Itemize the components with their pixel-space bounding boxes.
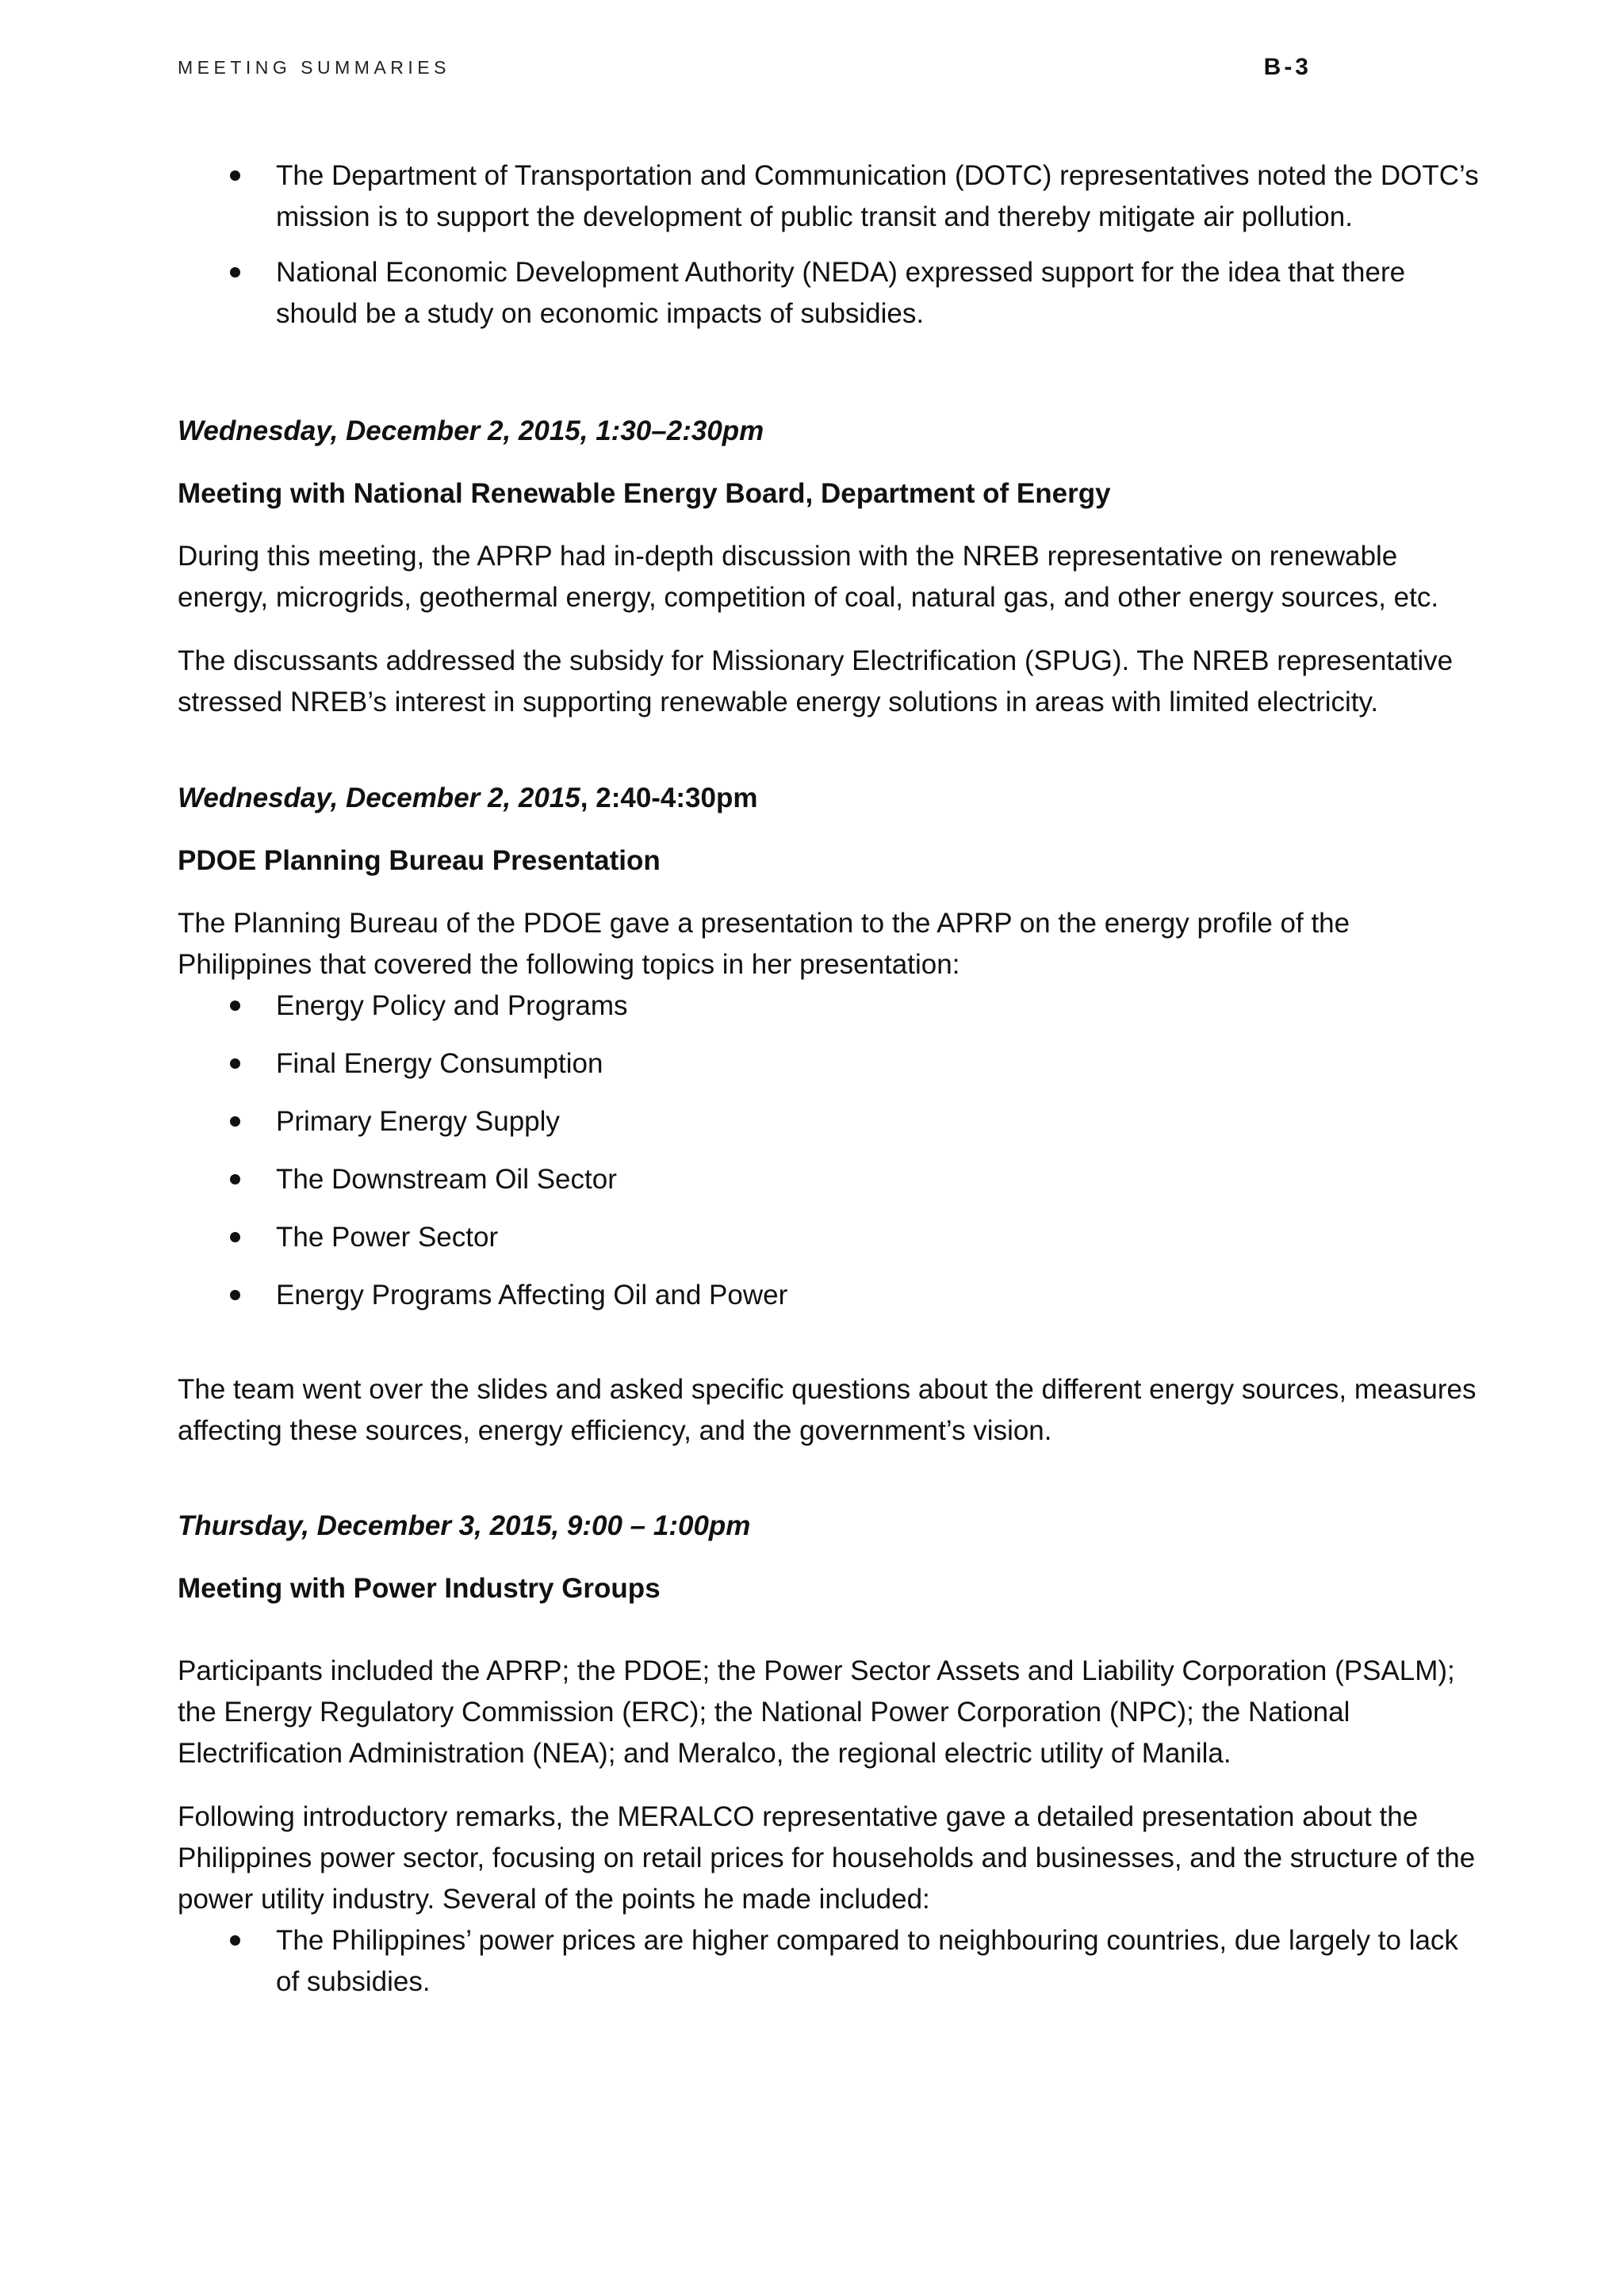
list-item <box>178 1217 1486 1258</box>
meeting-time: , 2:40-4:30pm <box>580 783 758 813</box>
list-item-text: National Economic Development Authority (NEDA) expressed support for the idea that there should be a study on economic impacts of subsidies. <box>276 257 1406 329</box>
list-item <box>178 985 1486 1027</box>
paragraph: The team went over the slides and asked specific questions about the different energy sources, measures affecting these sources, energy efficiency, and the government’s vision. <box>178 1374 1477 1446</box>
paragraph: Following introductory remarks, the MERALCO representative gave a detailed presentation about the Philippines power sector, focusing on retail prices for households and businesses, and the structure of the power utility industry. Several of the points he made included: <box>178 1801 1476 1915</box>
document-body <box>178 155 1486 2003</box>
bullet-icon <box>230 1116 240 1127</box>
list-item <box>178 1101 1486 1142</box>
list-item-text: The Power Sector <box>276 1222 499 1253</box>
list-item <box>178 1159 1486 1200</box>
list-item <box>178 252 1486 335</box>
meeting-date: Wednesday, December 2, 2015, 1:30–2:30pm <box>178 415 764 446</box>
page-number: B-3 <box>1263 54 1312 80</box>
paragraph: Participants included the APRP; the PDOE; the Power Sector Assets and Liability Corporation (PSALM); the Energy Regulatory Commission (ERC); the National Power Corporation (NPC); the National Electrification Administration (NEA); and Meralco, the regional electric utility of Manila. <box>178 1655 1455 1769</box>
topic-list <box>178 985 1486 1316</box>
bullet-icon <box>230 1935 240 1946</box>
list-item <box>178 155 1486 238</box>
paragraph: During this meeting, the APRP had in-depth discussion with the NREB representative on renewable energy, microgrids, geothermal energy, competition of coal, natural gas, and other energy sources, etc. <box>178 541 1439 613</box>
meeting-title: PDOE Planning Bureau Presentation <box>178 845 661 876</box>
list-item-text: Primary Energy Supply <box>276 1106 560 1137</box>
section-title: MEETING SUMMARIES <box>178 57 450 78</box>
paragraph: The discussants addressed the subsidy for Missionary Electrification (SPUG). The NREB representative stressed NREB’s interest in supporting renewable energy solutions in areas with limited electricity. <box>178 645 1454 718</box>
meeting-date: Thursday, December 3, 2015, 9:00 – 1:00pm <box>178 1510 751 1541</box>
list-item <box>178 1275 1486 1316</box>
meeting-date-italic: Wednesday, December 2, 2015 <box>178 783 580 813</box>
list-item-text: The Downstream Oil Sector <box>276 1164 617 1195</box>
list-item-text: Energy Programs Affecting Oil and Power <box>276 1280 788 1311</box>
list-item <box>178 1920 1486 2003</box>
points-list <box>178 1920 1486 2003</box>
list-item-text: The Philippines’ power prices are higher compared to neighbouring countries, due largely to lack of subsidies. <box>276 1925 1458 1997</box>
bullet-icon <box>230 1001 240 1011</box>
list-item-text: Final Energy Consumption <box>276 1048 603 1079</box>
bullet-icon <box>230 1058 240 1069</box>
list-item-text: The Department of Transportation and Communication (DOTC) representatives noted the DOTC’s mission is to support the development of public transit and thereby mitigate air pollution. <box>276 160 1479 232</box>
bullet-icon <box>230 1232 240 1242</box>
bullet-icon <box>230 170 240 181</box>
meeting-title: Meeting with National Renewable Energy Board, Department of Energy <box>178 478 1111 509</box>
list-item <box>178 1043 1486 1085</box>
intro-bullet-list <box>178 155 1486 335</box>
meeting-title: Meeting with Power Industry Groups <box>178 1573 661 1604</box>
bullet-icon <box>230 1290 240 1300</box>
list-item-text: Energy Policy and Programs <box>276 990 628 1021</box>
meeting-date <box>178 778 1486 819</box>
bullet-icon <box>230 1174 240 1184</box>
paragraph: The Planning Bureau of the PDOE gave a presentation to the APRP on the energy profile of the Philippines that covered the following topics in her presentation: <box>178 908 1350 980</box>
running-header <box>178 55 1312 84</box>
bullet-icon <box>230 267 240 277</box>
